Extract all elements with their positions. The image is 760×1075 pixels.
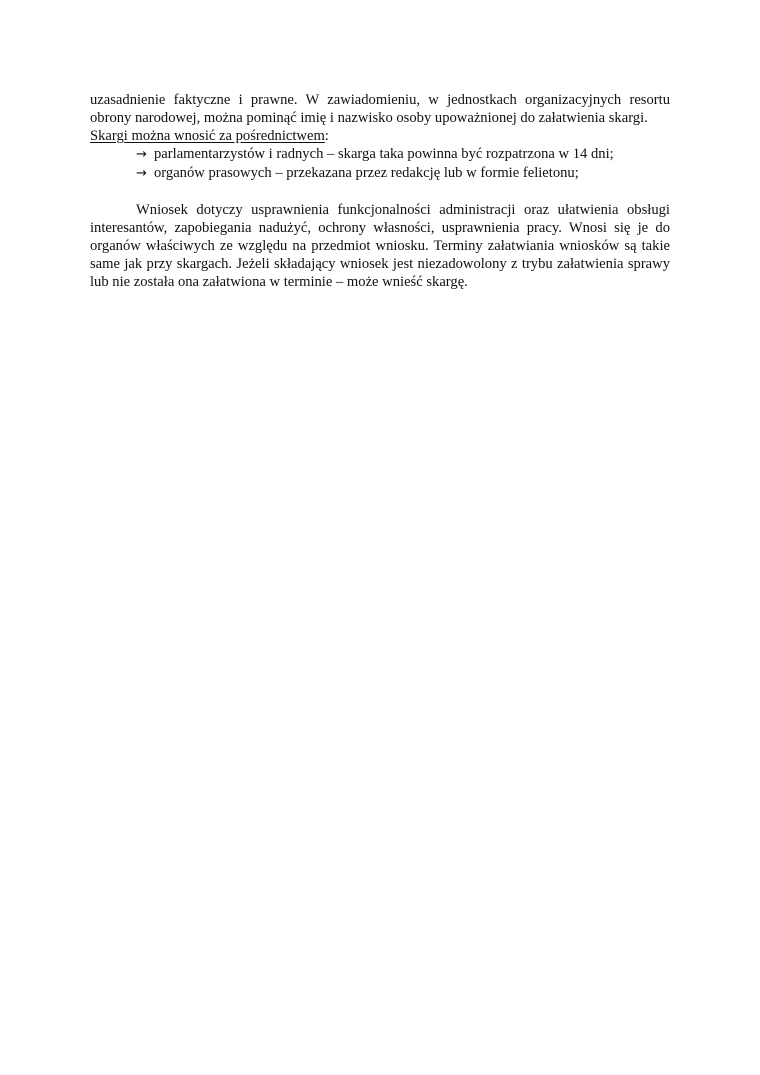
list-item-text: organów prasowych – przekazana przez redakcję lub w formie felietonu; [154,165,579,181]
skargi-heading-line [90,127,670,145]
arrow-right-icon: → [136,147,147,162]
paragraph-spacer [90,183,670,201]
skargi-heading-colon: : [324,128,329,144]
list-item [90,164,670,183]
list-item [90,145,670,164]
arrow-right-icon: → [136,166,147,181]
paragraph-wniosek: Wniosek dotyczy usprawnienia funkcjonalności administracji oraz ułatwienia obsługi interesantów, zapobiegania nadużyć, ochrony własności, usprawnienia pracy. Wnosi się je do organów właściwych ze względu na przedmiot wniosku. Terminy załatwiania wniosków są takie same jak przy skargach. Jeżeli składający wniosek jest niezadowolony z trybu załatwienia sprawy lub nie została ona załatwiona w terminie – może wnieść skargę. [90,202,670,290]
paragraph-intro: uzasadnienie faktyczne i prawne. W zawiadomieniu, w jednostkach organizacyjnych resortu obrony narodowej, można pominąć imię i nazwisko osoby upoważnionej do załatwienia skargi. [90,92,670,126]
document-page [90,91,670,291]
list-item-text: parlamentarzystów i radnych – skarga taka powinna być rozpatrzona w 14 dni; [154,146,614,162]
skargi-heading: Skargi można wnosić za pośrednictwem [90,128,325,144]
